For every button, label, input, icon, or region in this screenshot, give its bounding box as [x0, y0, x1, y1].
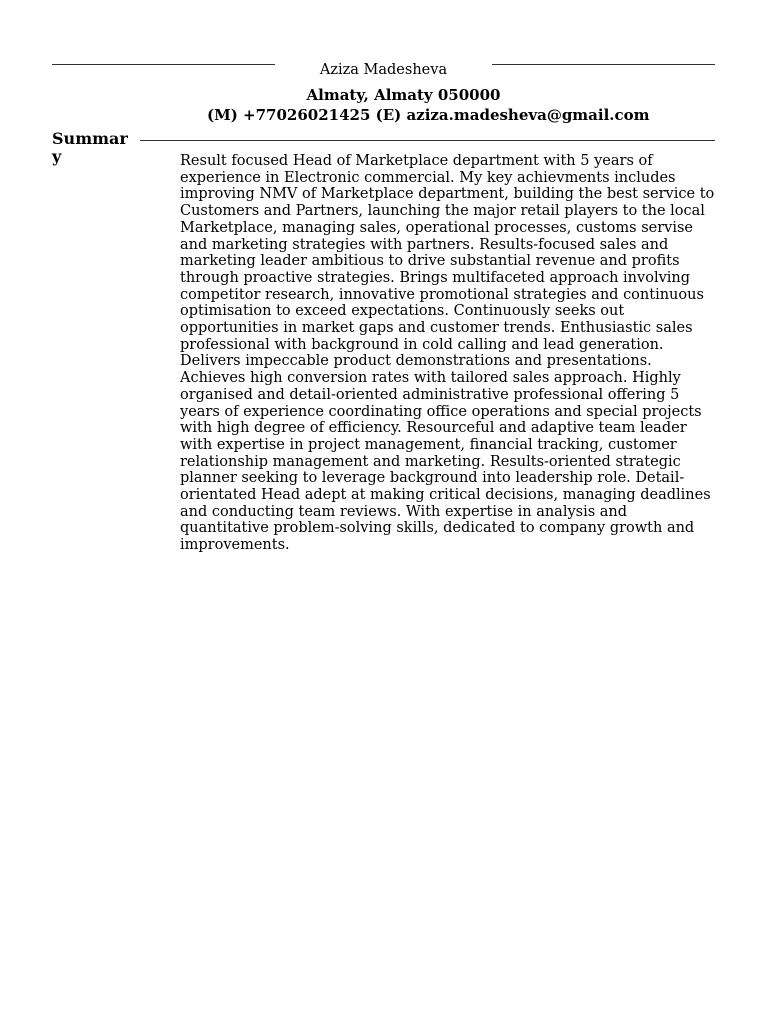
- candidate-name: Aziza Madesheva: [319, 62, 448, 78]
- summary-paragraph: Result focused Head of Marketplace department with 5 years of experience in Electronic commercial. My key achievments includes improving NMV of Marketplace department, building the best service to Customers and Partners, launching the major retail players to the local Marketplace, managing sales, operational processes, customs servise and marketing strategies with partners. Results-focused sales and marketing leader ambitious to drive substantial revenue and profits through proactive strategies. Brings multifaceted approach involving competitor research, innovative promotional strategies and continuous optimisation to exceed expectations. Continuously seeks out opportunities in market gaps and customer trends. Enthusiastic sales professional with background in cold calling and lead generation.: [180, 153, 715, 353]
- summary-rule: [140, 140, 715, 141]
- header-rule-left: [52, 64, 275, 65]
- contact-line: (M) +77026021425 (E) aziza.madesheva@gmail.com: [207, 106, 650, 124]
- header-rule-right: [492, 64, 715, 65]
- summary-paragraph: Delivers impeccable product demonstrations and presentations. Achieves high conversion rates with tailored sales approach. Highly organised and detail-oriented administrative professional offering 5 years of experience coordinating office operations and special projects with high degree of efficiency. Resourceful and adaptive team leader with expertise in project management, financial tracking, customer relationship management and marketing. Results-oriented strategic planner seeking to leverage background into leadership role. Detail-orientated Head adept at making critical decisions, managing deadlines and conducting team reviews. With expertise in analysis and quantitative problem-solving skills, dedicated to company growth and improvements.: [180, 353, 711, 554]
- summary-body: [180, 153, 715, 554]
- summary-heading: Summary: [52, 129, 128, 166]
- address-line: Almaty, Almaty 050000: [306, 86, 501, 104]
